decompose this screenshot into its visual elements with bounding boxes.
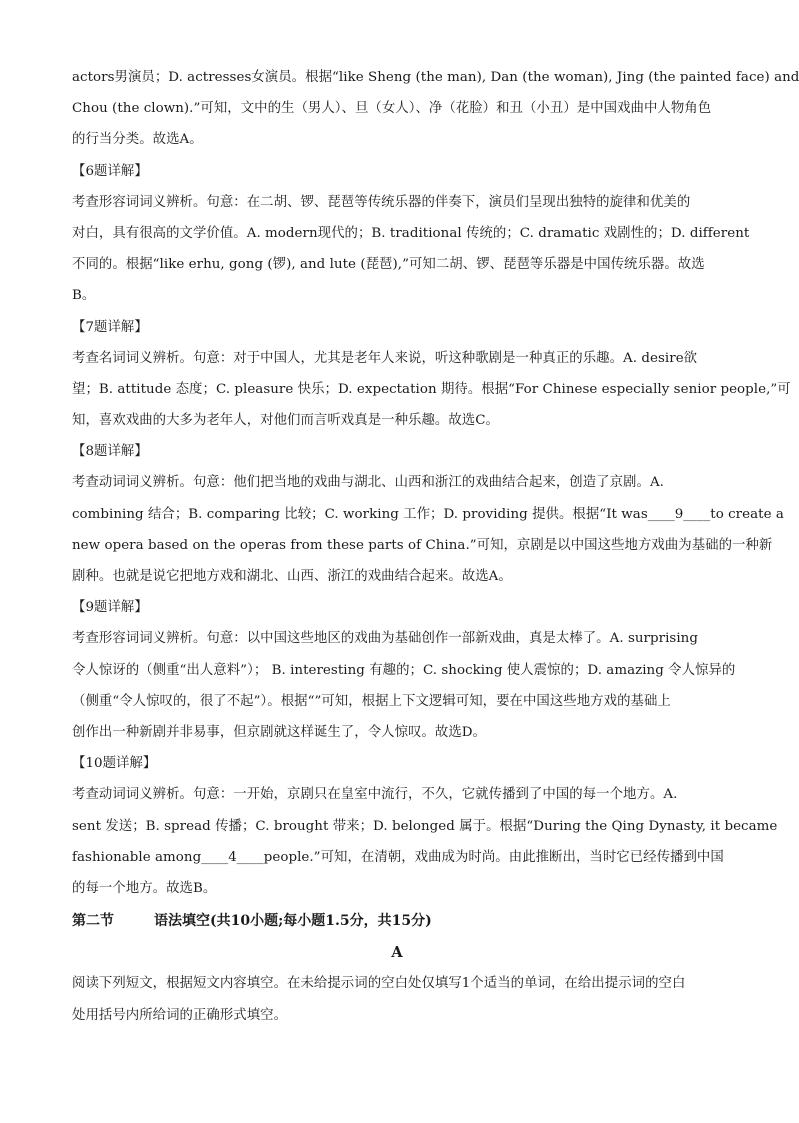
text-line: Chou (the clown).”可知，文中的生（男人）、旦（女人）、净（花脸）和丑（小丑）是中国戏曲中人物角色 xyxy=(72,101,712,117)
text-line: combining 结合；B. comparing 比较；C. working 工作；D. providing 提供。根据“It was____9____to create a xyxy=(72,506,784,522)
section-heading xyxy=(72,906,722,937)
text-line: fashionable among____4____people.”可知，在清朝，戏曲成为时尚。由此推断出，当时它已经传播到中国 xyxy=(72,849,724,865)
text-line: 考查形容词词义辨析。句意：以中国这些地区的戏曲为基础创作一部新戏曲，真是太棒了。A. surprising xyxy=(72,631,698,647)
question-heading: 【10题详解】 xyxy=(72,756,157,772)
text-line: 考查名词词义辨析。句意：对于中国人，尤其是老年人来说，听这种歌剧是一种真正的乐趣。A. desire欲 xyxy=(72,350,698,366)
text-line: 考查动词词义辨析。句意：他们把当地的戏曲与湖北、山西和浙江的戏曲结合起来，创造了京剧。A. xyxy=(72,475,664,491)
question-heading: 【8题详解】 xyxy=(72,444,148,460)
text-line: 知，喜欢戏曲的大多为老年人，对他们而言听戏真是一种乐趣。故选C。 xyxy=(72,413,499,429)
text-line: 考查形容词词义辨析。句意：在二胡、锣、琵琶等传统乐器的伴奏下，演员们呈现出独特的旋律和优美的 xyxy=(72,194,691,210)
text-line: 的每一个地方。故选B。 xyxy=(72,880,217,896)
section-number: 第二节 xyxy=(72,913,114,930)
section-title: 语法填空(共10小题;每小题1.5分，共15分) xyxy=(154,913,432,930)
instructions xyxy=(72,968,722,1030)
document-page xyxy=(72,62,799,1031)
text-line: 剧种。也就是说它把地方戏和湖北、山西、浙江的戏曲结合起来。故选A。 xyxy=(72,569,512,584)
text-line: 对白，具有很高的文学价值。A. modern现代的；B. traditional 传统的；C. dramatic 戏剧性的；D. different xyxy=(72,225,750,241)
answer-explanations xyxy=(72,62,799,904)
text-line: 望；B. attitude 态度；C. pleasure 快乐；D. expectation 期待。根据“For Chinese especially senior people,”可 xyxy=(72,381,791,397)
instruction-line: 阅读下列短文，根据短文内容填空。在未给提示词的空白处仅填写1个适当的单词，在给出提示词的空白 xyxy=(72,976,686,992)
text-line: 创作出一种新剧并非易事，但京剧就这样诞生了，令人惊叹。故选D。 xyxy=(72,724,487,740)
text-line: 令人惊讶的（侧重“出人意料”）； B. interesting 有趣的；C. shocking 使人震惊的；D. amazing 令人惊异的 xyxy=(72,662,736,678)
question-heading: 【9题详解】 xyxy=(72,600,148,616)
text-line: actors男演员；D. actresses女演员。根据“like Sheng (the man), Dan (the woman), Jing (the painted face) and xyxy=(72,70,799,85)
text-line: sent 发送；B. spread 传播；C. brought 带来；D. belonged 属于。根据“During the Qing Dynasty, it became xyxy=(72,818,778,834)
text-line: B。 xyxy=(72,288,96,304)
text-line: 不同的。根据“like erhu, gong (锣), and lute (琵琶),”可知二胡、锣、琵琶等乐器是中国传统乐器。故选 xyxy=(72,257,705,273)
question-heading: 【7题详解】 xyxy=(72,319,148,335)
text-line: new opera based on the operas from these parts of China.”可知，京剧是以中国这些地方戏曲为基础的一种新 xyxy=(72,537,773,553)
part-label: A xyxy=(391,944,403,962)
text-line: 的行当分类。故选A。 xyxy=(72,132,203,148)
question-heading: 【6题详解】 xyxy=(72,163,148,179)
instruction-line: 处用括号内所给词的正确形式填空。 xyxy=(72,1007,288,1023)
text-line: （侧重“令人惊叹的，很了不起”）。根据“”可知，根据上下文逻辑可知，要在中国这些地方戏的基础上 xyxy=(72,693,671,709)
text-line: 考查动词词义辨析。句意：一开始，京剧只在皇室中流行，不久，它就传播到了中国的每一个地方。A. xyxy=(72,787,678,803)
